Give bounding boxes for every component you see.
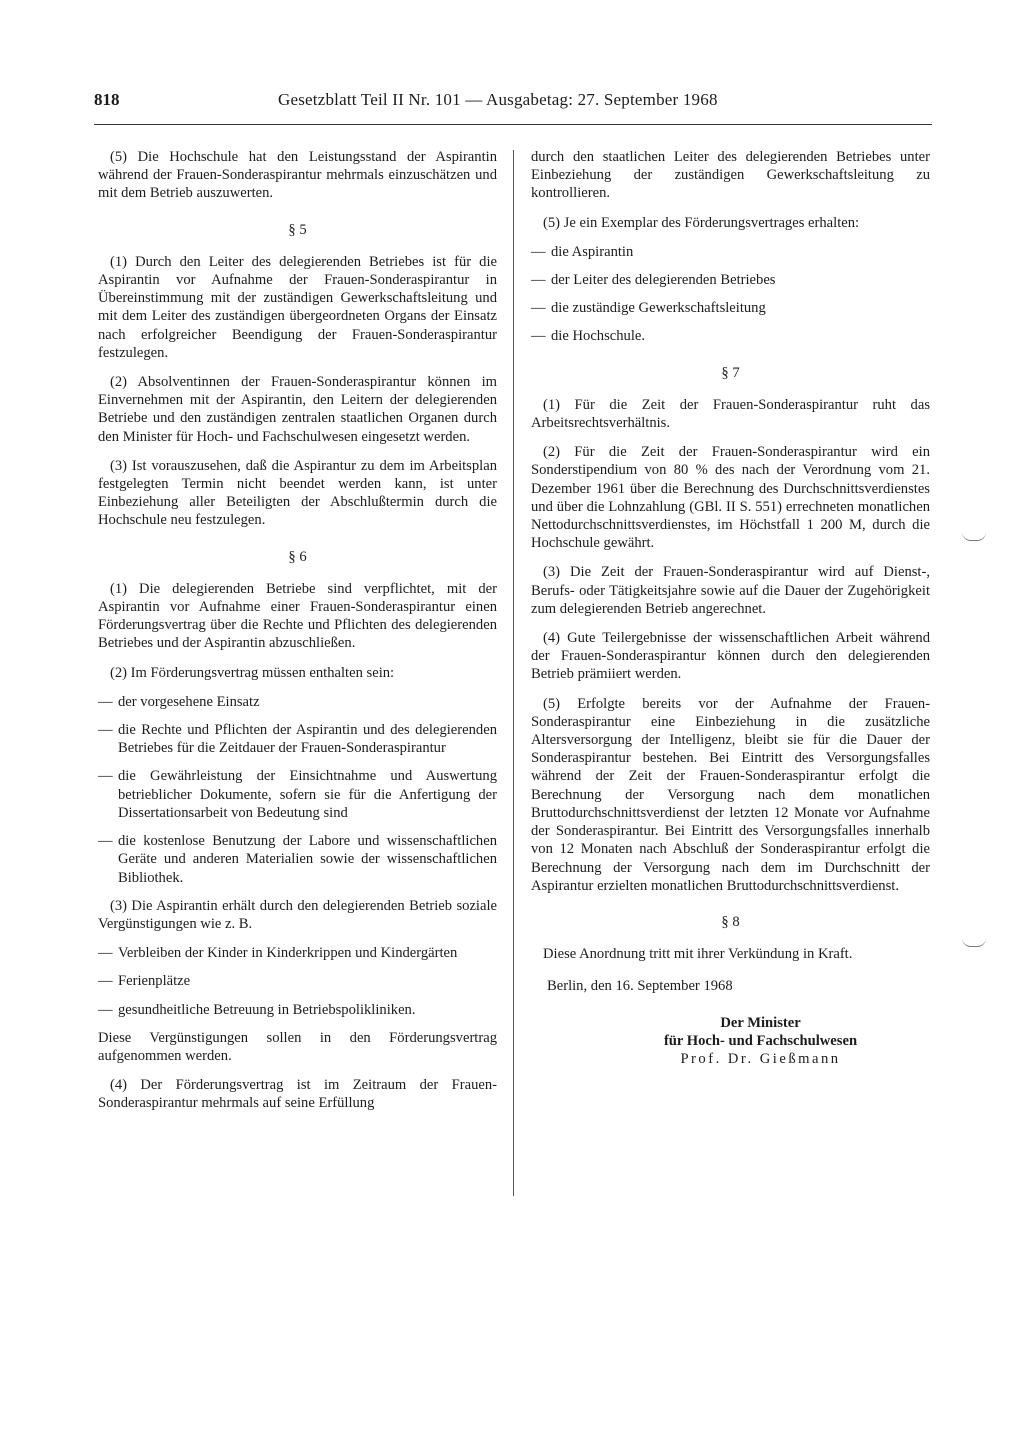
column-divider — [513, 150, 514, 1196]
dash-bullet: — — [98, 945, 113, 962]
margin-mark — [962, 938, 986, 947]
running-head: Gesetzblatt Teil II Nr. 101 — Ausgabetag: 27. September 1968 — [278, 90, 718, 109]
section-6-paragraph-3: (3) Die Aspirantin erhält durch den delegierenden Betrieb soziale Vergünstigungen wie z. B. — [98, 897, 497, 932]
page-header — [94, 86, 930, 116]
list-item-text: Ferienplätze — [118, 973, 191, 990]
paragraph-4-5: (5) Die Hochschule hat den Leistungsstand der Aspirantin während der Frauen-Sonderaspirantur mehrmals einzuschätzen und mit dem Betrieb auszuwerten. — [98, 149, 497, 202]
section-5-paragraph-3: (3) Ist vorauszusehen, daß die Aspirantur zu dem im Arbeitsplan festgelegten Termin nicht beendet werden kann, ist unter Einbeziehung aller Beteiligten der Abschlußtermin durch die Hochschule neu festzulegen. — [98, 457, 497, 529]
section-7-paragraph-3: (3) Die Zeit der Frauen-Sonderaspirantur wird auf Dienst-, Berufs- oder Tätigkeitsjahre sowie auf die Dauer der Zugehörigkeit zum delegierenden Betrieb angerechnet. — [531, 564, 930, 617]
list-item — [531, 271, 930, 289]
list-item-text: die Rechte und Pflichten der Aspirantin und des delegierenden Betriebes für die Zeitdauer der Frauen-Sonderaspirantur — [118, 722, 497, 757]
dash-bullet: — — [531, 243, 546, 260]
list-item — [98, 1001, 497, 1019]
list-item — [531, 243, 930, 261]
list-item — [98, 944, 497, 962]
date-line: Berlin, den 16. September 1968 — [547, 978, 733, 995]
dash-bullet: — — [98, 973, 113, 990]
list-item — [98, 721, 497, 757]
left-column — [98, 148, 497, 1124]
dash-bullet: — — [531, 300, 546, 317]
section-8-paragraph-1: Diese Anordnung tritt mit ihrer Verkündung in Kraft. — [543, 946, 853, 963]
section-6-paragraph-3-after: Diese Vergünstigungen sollen in den Förderungsvertrag aufgenommen werden. — [98, 1029, 497, 1064]
dash-bullet: — — [98, 722, 113, 739]
list-item — [98, 832, 497, 887]
signature-title-2: für Hoch- und Fachschulwesen — [663, 1032, 858, 1049]
list-item — [98, 693, 497, 711]
section-6-heading: § 6 — [288, 548, 307, 565]
page-number: 818 — [94, 90, 120, 109]
section-7-heading: § 7 — [721, 364, 740, 381]
right-column — [531, 148, 930, 1068]
list-item-text: die Hochschule. — [551, 328, 646, 345]
margin-mark — [962, 532, 986, 541]
dash-bullet: — — [98, 693, 113, 710]
dash-bullet: — — [531, 328, 546, 345]
list-item — [531, 327, 930, 345]
dash-bullet: — — [531, 272, 546, 289]
dash-bullet: — — [98, 833, 113, 850]
list-item-text: der Leiter des delegierenden Betriebes — [551, 272, 776, 289]
list-item-text: gesundheitliche Betreuung in Betriebspolikliniken. — [118, 1001, 416, 1018]
list-item-text: Verbleiben der Kinder in Kinderkrippen und Kindergärten — [118, 945, 458, 962]
section-8-heading: § 8 — [721, 913, 740, 930]
section-6-paragraph-1: (1) Die delegierenden Betriebe sind verpflichtet, mit der Aspirantin vor Aufnahme einer Frauen-Sonderaspirantur einen Förderungsvertrag über die Rechte und Pflichten des delegierenden Betriebes und der Aspirantin abzuschließen. — [98, 580, 497, 652]
section-7-paragraph-5: (5) Erfolgte bereits vor der Aufnahme der Frauen-Sonderaspirantur eine Einbeziehung in die zusätzliche Altersversorgung der Intelligenz, bleibt sie für die Dauer der Sonderaspirantur bestehen. Bei Eintritt des Versorgungsfalles während der Zeit der Frauen-Sonderaspirantur erfolgt die Berechnung der Versorgung nach dem monatlichen Bruttodurchschnittsverdienst der letzten 12 Monate vor Aufnahme der Sonderaspirantur. Bei Eintritt des Versorgungsfalles innerhalb von 12 Monaten nach Abschluß der Sonderaspirantur erfolgt die Berechnung der Versorgung nach dem im Durchschnitt der Aspirantur erzielten monatlichen Bruttodurchschnittsverdienst. — [531, 695, 930, 894]
section-7-paragraph-2: (2) Für die Zeit der Frauen-Sonderaspirantur wird ein Sonderstipendium von 80 % des nach der Verordnung vom 21. Dezember 1961 über die Berechnung des Durchschnittsverdienstes und über die Lohnzahlung (GBl. II S. 551) errechneten monatlichen Nettodurchschnittsverdienstes, im Höchstfall 1 200 M, durch die Hochschule gewährt. — [531, 444, 930, 552]
section-7-paragraph-1: (1) Für die Zeit der Frauen-Sonderaspirantur ruht das Arbeitsrechtsverhältnis. — [531, 396, 930, 432]
list-item — [531, 299, 930, 317]
list-item-text: die kostenlose Benutzung der Labore und wissenschaftlichen Geräte und anderen Materialien sowie der wissenschaftlichen Bibliothek. — [118, 833, 497, 886]
signature-name: Prof. Dr. Gießmann — [680, 1050, 841, 1067]
section-5-paragraph-1: (1) Durch den Leiter des delegierenden Betriebes ist für die Aspirantin vor Aufnahme der Frauen-Sonderaspirantur in Übereinstimmung mit der zuständigen Gewerkschaftsleitung und mit dem Leiter des zuständigen übergeordneten Organs der Einsatz nach erfolgreicher Beendigung der Frauen-Sonderaspirantur festzulegen. — [98, 253, 497, 361]
section-5-heading: § 5 — [288, 221, 307, 238]
section-7-paragraph-4: (4) Gute Teilergebnisse der wissenschaftlichen Arbeit während der Frauen-Sonderaspirantur können durch den delegierenden Betrieb prämiiert werden. — [531, 630, 930, 683]
list-item-text: die Aspirantin — [551, 243, 634, 260]
section-6-paragraph-4: (4) Der Förderungsvertrag ist im Zeitraum der Frauen-Sonderaspirantur mehrmals auf seine Erfüllung — [98, 1077, 497, 1112]
list-item-text: die Gewährleistung der Einsichtnahme und Auswertung betrieblicher Dokumente, sofern sie für die Anfertigung der Dissertationsarbeit von Bedeutung sind — [118, 768, 497, 821]
dash-bullet: — — [98, 768, 113, 785]
list-item — [98, 972, 497, 990]
list-item — [98, 767, 497, 822]
section-5-paragraph-2: (2) Absolventinnen der Frauen-Sonderaspirantur können im Einvernehmen mit der Aspirantin, den Leitern der delegierenden Betriebe und den zuständigen zentralen staatlichen Organen durch den Minister für Hoch- und Fachschulwesen eingesetzt werden. — [98, 374, 497, 445]
section-6-paragraph-5: (5) Je ein Exemplar des Förderungsvertrages erhalten: — [543, 214, 860, 231]
signature-title-1: Der Minister — [720, 1014, 801, 1031]
list-item-text: der vorgesehene Einsatz — [118, 693, 260, 710]
section-6-paragraph-4-continued: durch den staatlichen Leiter des delegierenden Betriebes unter Einbeziehung der zuständigen Gewerkschaftsleitung zu kontrollieren. — [531, 149, 930, 202]
section-6-paragraph-2: (2) Im Förderungsvertrag müssen enthalten sein: — [110, 664, 395, 681]
dash-bullet: — — [98, 1001, 113, 1018]
list-item-text: die zuständige Gewerkschaftsleitung — [551, 300, 766, 317]
header-rule — [94, 124, 932, 125]
